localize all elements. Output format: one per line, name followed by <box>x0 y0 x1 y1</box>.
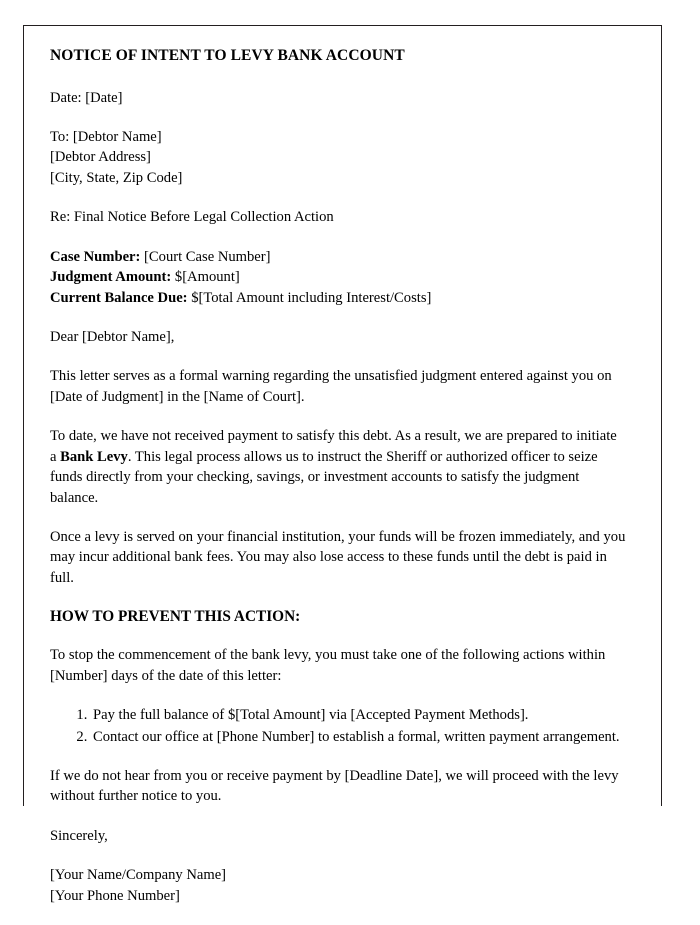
recipient-city-state-zip-line: [City, State, Zip Code] <box>50 169 183 186</box>
case-number-value: [Court Case Number] <box>144 248 271 265</box>
bank-levy-term: Bank Levy <box>60 448 128 465</box>
recipient-street-line: [Debtor Address] <box>50 149 151 166</box>
paragraph-stop-levy-instructions: To stop the commencement of the bank levy, you must take one of the following actions within [Number] days of the date of this letter: <box>50 647 606 684</box>
paragraph-deadline-consequence: If we do not hear from you or receive payment by [Deadline Date], we will proceed with the levy without further notice to you. <box>50 767 619 805</box>
list-item: 1. Pay the full balance of $[Total Amount] via [Accepted Payment Methods]. <box>91 705 626 725</box>
paragraph-frozen-funds: Once a levy is served on your financial institution, your funds will be frozen immediately, and you may incur additional bank fees. You may also lose access to these funds until the debt is paid in full. <box>50 528 626 586</box>
section-heading-prevent-action: HOW TO PREVENT THIS ACTION: <box>50 608 301 626</box>
action-items-list <box>50 705 626 747</box>
case-number-row <box>50 247 626 267</box>
paragraph-bank-levy-part2: . This legal process allows us to instruct the Sheriff or authorized officer to seize funds directly from your checking, savings, or investment accounts to satisfy the judgment balance. <box>50 448 598 506</box>
paragraph-bank-levy <box>50 426 626 508</box>
case-details-block <box>50 247 626 308</box>
current-balance-row <box>50 288 626 308</box>
sender-name-line: [Your Name/Company Name] <box>50 867 227 884</box>
judgment-amount-value: $[Amount] <box>174 269 240 286</box>
date-line: Date: [Date] <box>50 89 123 106</box>
salutation: Dear [Debtor Name], <box>50 328 175 345</box>
page-title: NOTICE OF INTENT TO LEVY BANK ACCOUNT <box>50 47 405 64</box>
document-page <box>23 25 662 904</box>
current-balance-value: $[Total Amount including Interest/Costs] <box>191 289 432 306</box>
signature-block <box>50 865 626 906</box>
sender-phone-line: [Your Phone Number] <box>50 887 180 904</box>
current-balance-label: Current Balance Due: <box>50 289 188 306</box>
paragraph-judgment-warning: This letter serves as a formal warning regarding the unsatisfied judgment entered against you on [Date of Judgment] in the [Name of Court]. <box>50 368 612 405</box>
recipient-address-block <box>50 127 626 188</box>
recipient-name-line: To: [Debtor Name] <box>50 129 162 146</box>
judgment-amount-label: Judgment Amount: <box>50 269 172 286</box>
judgment-amount-row <box>50 267 626 287</box>
subject-line: Re: Final Notice Before Legal Collection Action <box>50 209 334 226</box>
closing-salutation: Sincerely, <box>50 827 108 844</box>
list-item: 2. Contact our office at [Phone Number] to establish a formal, written payment arrangement. <box>91 727 626 747</box>
case-number-label: Case Number: <box>50 248 141 265</box>
paragraph-bank-levy-part1: To date, we have not received payment to satisfy this debt. As a result, we are prepared to initiate a <box>50 428 617 465</box>
document-body <box>50 47 626 925</box>
